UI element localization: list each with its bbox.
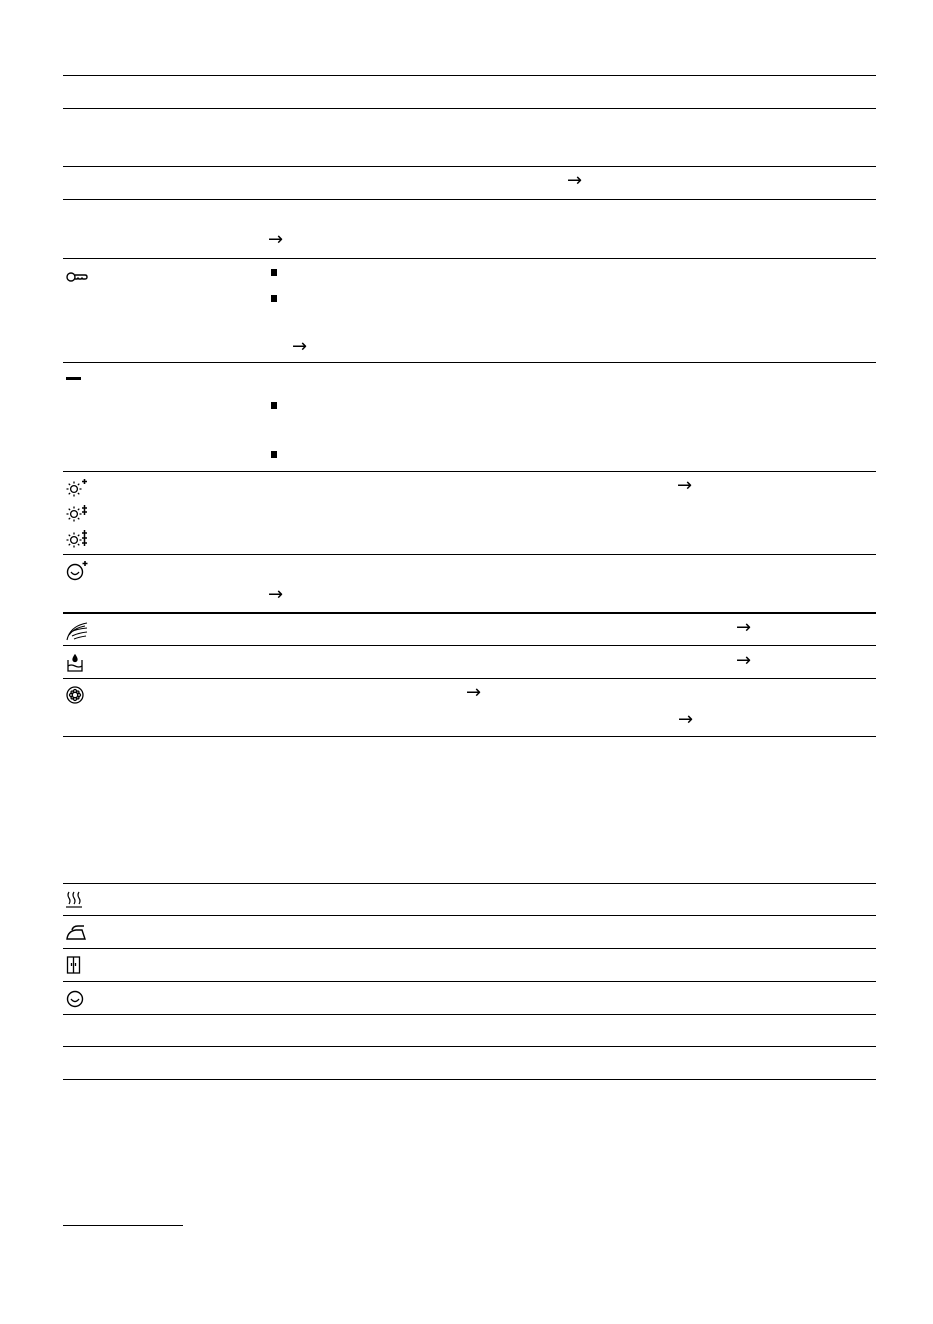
key-icon [66, 266, 88, 288]
arrow-icon: → [736, 650, 752, 671]
table-rule [63, 166, 876, 167]
feather-icon [66, 620, 88, 642]
list-bullet [271, 269, 277, 276]
table-rule [63, 981, 876, 982]
footnote-rule [63, 1225, 183, 1226]
table-rule [63, 612, 876, 614]
table-rule [63, 1014, 876, 1015]
arrow-icon: → [567, 170, 583, 191]
list-bullet [271, 402, 277, 409]
table-rule [63, 1046, 876, 1047]
water-level-icon [66, 652, 88, 674]
heat-icon [66, 889, 88, 911]
list-bullet [271, 451, 277, 458]
table-rule [63, 736, 876, 737]
sun-plus-plus-plus-icon [66, 529, 88, 551]
table-rule [63, 471, 876, 472]
arrow-icon: → [268, 584, 284, 605]
spin-drum-icon [66, 684, 88, 706]
table-rule [63, 362, 876, 363]
arrow-icon: → [678, 709, 694, 730]
table-rule [63, 883, 876, 884]
list-bullet [271, 295, 277, 302]
table-rule [63, 75, 876, 76]
iron-icon [66, 922, 88, 944]
rinse-icon [66, 988, 88, 1010]
table-rule [63, 678, 876, 679]
sun-plus-icon [66, 478, 88, 500]
arrow-icon: → [466, 682, 482, 703]
table-rule [63, 915, 876, 916]
table-rule [63, 258, 876, 259]
table-rule [63, 948, 876, 949]
arrow-icon: → [268, 229, 284, 250]
arrow-icon: → [736, 617, 752, 638]
table-rule [63, 645, 876, 646]
table-rule [63, 199, 876, 200]
arrow-icon: → [677, 475, 693, 496]
sun-plus-plus-icon [66, 503, 88, 525]
table-rule [63, 1079, 876, 1080]
arrow-icon: → [292, 336, 308, 357]
rinse-plus-icon [66, 560, 88, 582]
minus-icon [66, 368, 88, 390]
cupboard-icon [66, 955, 88, 977]
table-rule [63, 108, 876, 109]
table-rule [63, 554, 876, 555]
